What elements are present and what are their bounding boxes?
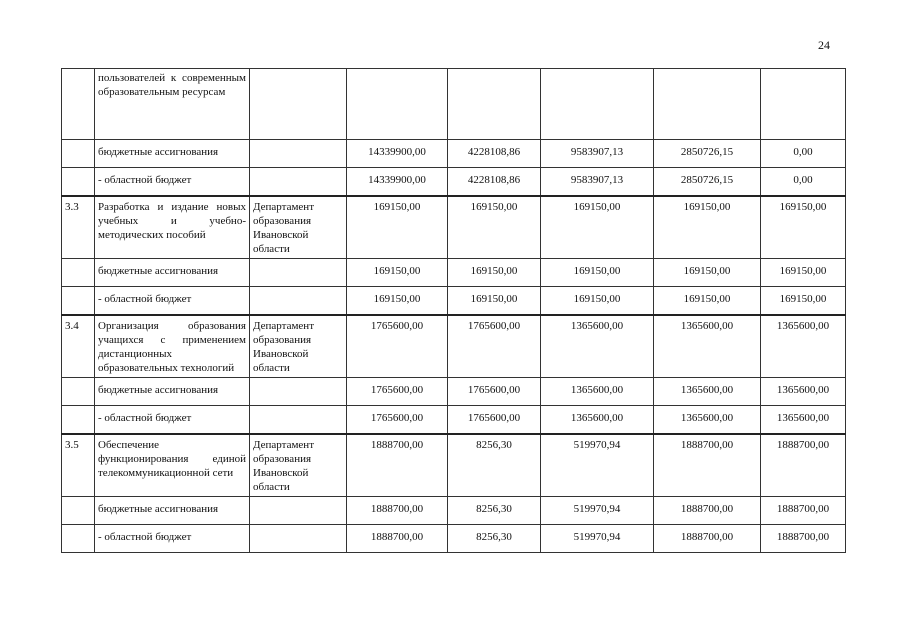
amount-cell: 1765600,00 xyxy=(448,406,541,435)
amount-cell: 1888700,00 xyxy=(761,497,846,525)
amount-cell: 1365600,00 xyxy=(654,406,761,435)
amount-cell: 1365600,00 xyxy=(541,406,654,435)
executor: Департамент образования Ивановской области xyxy=(250,315,347,378)
amount-cell: 519970,94 xyxy=(541,525,654,553)
amount-cell xyxy=(347,69,448,140)
amount-cell: 1765600,00 xyxy=(347,406,448,435)
item-name: Обеспечение функционирования единой телекоммуникационной сети xyxy=(95,434,250,497)
amount-cell: 1888700,00 xyxy=(654,434,761,497)
amount-cell: 14339900,00 xyxy=(347,168,448,197)
table-row-funding xyxy=(62,259,846,287)
item-number xyxy=(62,525,95,553)
item-name: Разработка и издание новых учебных и учебно-методических пособий xyxy=(95,196,250,259)
amount-cell: 0,00 xyxy=(761,140,846,168)
item-number xyxy=(62,406,95,435)
table-row-item xyxy=(62,315,846,378)
amount-cell xyxy=(654,69,761,140)
amount-cell: 1365600,00 xyxy=(541,378,654,406)
executor xyxy=(250,287,347,316)
funding-source: - областной бюджет xyxy=(95,287,250,316)
amount-cell: 519970,94 xyxy=(541,497,654,525)
amount-cell: 169150,00 xyxy=(347,287,448,316)
amount-cell: 1365600,00 xyxy=(761,406,846,435)
amount-cell: 169150,00 xyxy=(541,287,654,316)
item-number xyxy=(62,69,95,140)
item-number xyxy=(62,168,95,197)
amount-cell: 1365600,00 xyxy=(761,378,846,406)
funding-source: бюджетные ассигнования xyxy=(95,140,250,168)
table-row-funding xyxy=(62,406,846,435)
amount-cell: 0,00 xyxy=(761,168,846,197)
executor xyxy=(250,525,347,553)
table-row-funding xyxy=(62,378,846,406)
amount-cell: 1765600,00 xyxy=(347,378,448,406)
item-number xyxy=(62,378,95,406)
item-number xyxy=(62,140,95,168)
amount-cell: 1888700,00 xyxy=(654,525,761,553)
executor xyxy=(250,69,347,140)
amount-cell: 519970,94 xyxy=(541,434,654,497)
executor xyxy=(250,497,347,525)
amount-cell: 1365600,00 xyxy=(654,315,761,378)
funding-source: бюджетные ассигнования xyxy=(95,497,250,525)
amount-cell: 169150,00 xyxy=(347,196,448,259)
amount-cell xyxy=(448,69,541,140)
executor xyxy=(250,140,347,168)
amount-cell: 9583907,13 xyxy=(541,168,654,197)
amount-cell: 1888700,00 xyxy=(761,434,846,497)
executor xyxy=(250,378,347,406)
amount-cell: 169150,00 xyxy=(541,196,654,259)
amount-cell: 169150,00 xyxy=(761,196,846,259)
amount-cell: 169150,00 xyxy=(448,287,541,316)
executor xyxy=(250,168,347,197)
table-row-funding xyxy=(62,525,846,553)
amount-cell: 2850726,15 xyxy=(654,140,761,168)
amount-cell xyxy=(541,69,654,140)
table-row-item xyxy=(62,434,846,497)
amount-cell: 1365600,00 xyxy=(541,315,654,378)
table-row-item xyxy=(62,196,846,259)
amount-cell: 8256,30 xyxy=(448,497,541,525)
amount-cell: 169150,00 xyxy=(448,196,541,259)
amount-cell: 169150,00 xyxy=(541,259,654,287)
amount-cell: 1888700,00 xyxy=(347,525,448,553)
executor xyxy=(250,406,347,435)
item-number xyxy=(62,259,95,287)
table-row-funding xyxy=(62,497,846,525)
amount-cell: 1765600,00 xyxy=(448,378,541,406)
amount-cell: 1365600,00 xyxy=(761,315,846,378)
amount-cell: 169150,00 xyxy=(761,287,846,316)
amount-cell: 1888700,00 xyxy=(761,525,846,553)
amount-cell: 169150,00 xyxy=(654,287,761,316)
page-number: 24 xyxy=(818,38,830,52)
amount-cell: 1888700,00 xyxy=(347,497,448,525)
amount-cell: 1888700,00 xyxy=(654,497,761,525)
table-row-funding xyxy=(62,168,846,197)
amount-cell: 1365600,00 xyxy=(654,378,761,406)
amount-cell xyxy=(761,69,846,140)
amount-cell: 1888700,00 xyxy=(347,434,448,497)
executor xyxy=(250,259,347,287)
budget-table xyxy=(61,68,846,553)
item-name: Организация образования учащихся с применением дистанционных образовательных технологий xyxy=(95,315,250,378)
amount-cell: 1765600,00 xyxy=(448,315,541,378)
funding-source: бюджетные ассигнования xyxy=(95,259,250,287)
table-row-funding xyxy=(62,287,846,316)
executor: Департамент образования Ивановской области xyxy=(250,196,347,259)
amount-cell: 4228108,86 xyxy=(448,168,541,197)
amount-cell: 169150,00 xyxy=(761,259,846,287)
funding-source: - областной бюджет xyxy=(95,168,250,197)
amount-cell: 1765600,00 xyxy=(347,315,448,378)
item-number: 3.4 xyxy=(62,315,95,378)
item-number: 3.3 xyxy=(62,196,95,259)
amount-cell: 9583907,13 xyxy=(541,140,654,168)
item-number: 3.5 xyxy=(62,434,95,497)
funding-source: - областной бюджет xyxy=(95,406,250,435)
amount-cell: 169150,00 xyxy=(448,259,541,287)
amount-cell: 2850726,15 xyxy=(654,168,761,197)
item-number xyxy=(62,287,95,316)
funding-source: бюджетные ассигнования xyxy=(95,378,250,406)
amount-cell: 8256,30 xyxy=(448,434,541,497)
item-number xyxy=(62,497,95,525)
item-name: пользователей к современным образовательным ресурсам xyxy=(95,69,250,140)
amount-cell: 14339900,00 xyxy=(347,140,448,168)
table-row-funding xyxy=(62,140,846,168)
amount-cell: 8256,30 xyxy=(448,525,541,553)
funding-source: - областной бюджет xyxy=(95,525,250,553)
amount-cell: 169150,00 xyxy=(654,196,761,259)
amount-cell: 4228108,86 xyxy=(448,140,541,168)
table-row-continuation xyxy=(62,69,846,140)
amount-cell: 169150,00 xyxy=(654,259,761,287)
executor: Департамент образования Ивановской области xyxy=(250,434,347,497)
amount-cell: 169150,00 xyxy=(347,259,448,287)
